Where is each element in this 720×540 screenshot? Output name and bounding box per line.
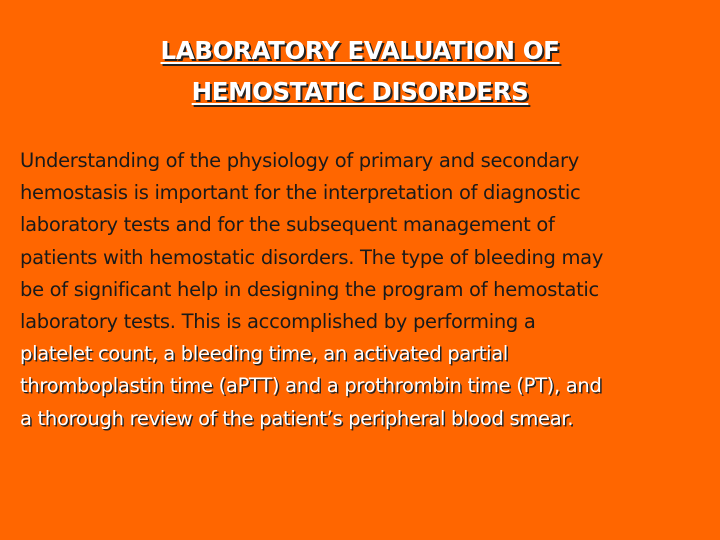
body-line-1: Understanding of the physiology of primary and secondary xyxy=(20,149,579,172)
highlight-line-2: thromboplastin time (aPTT) and a prothrombin time (PT), and xyxy=(20,374,602,398)
highlight-line-1: platelet count, a bleeding time, an activated partial xyxy=(20,342,509,366)
body-line-5: be of significant help in designing the program of hemostatic xyxy=(20,277,599,301)
title-line-2: HEMOSTATIC DISORDERS xyxy=(191,77,529,106)
slide-title xyxy=(40,30,680,112)
slide-body xyxy=(20,145,710,435)
title-line-1: LABORATORY EVALUATION OF xyxy=(160,36,560,65)
body-line-3: laboratory tests and for the subsequent management of xyxy=(20,213,555,237)
body-line-2: hemostasis is important for the interpretation of diagnostic xyxy=(20,181,581,205)
body-line-6: laboratory tests. This is accomplished by performing a xyxy=(20,310,536,334)
highlight-line-3: a thorough review of the patient’s peripheral blood smear. xyxy=(20,406,574,430)
body-line-4: patients with hemostatic disorders. The type of bleeding may xyxy=(20,245,604,269)
